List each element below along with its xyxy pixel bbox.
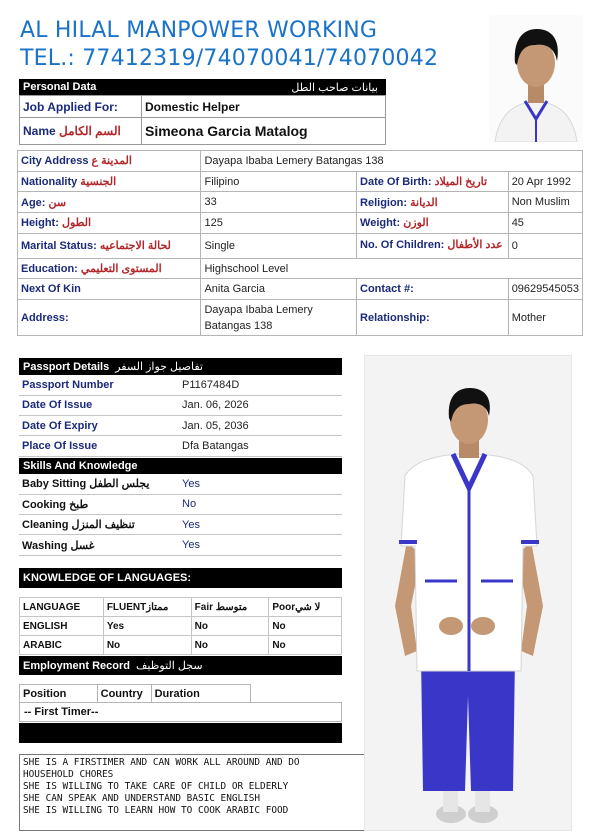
issue-place-value: Dfa Batangas — [179, 436, 342, 456]
portrait-photo — [489, 15, 583, 142]
skill-washing-ar: غسل — [70, 539, 95, 552]
marital-label-ar: لحالة الاجتماعيه — [99, 240, 171, 253]
skills-table — [19, 474, 342, 556]
religion-label-ar: الديانة — [410, 196, 438, 209]
marital-value: Single — [201, 233, 357, 258]
passport-title-ar: تفاصيل جواز السفر — [115, 361, 203, 373]
nationality-value: Filipino — [201, 171, 357, 192]
lang-arabic-fluent: No — [103, 636, 191, 655]
skills-header: Skills And Knowledge — [19, 458, 342, 474]
education-value: Highschool Level — [201, 258, 583, 279]
kin-label: Next Of Kin — [18, 279, 201, 300]
passport-number-label: Passport Number — [19, 375, 179, 395]
skill-baby-sitting-value: Yes — [179, 474, 342, 494]
lang-col-poor: Poorلا شي — [269, 598, 342, 617]
issue-place-label: Place Of Issue — [19, 436, 179, 456]
remark-line: SHE CAN SPEAK AND UNDERSTAND BASIC ENGLISH — [23, 793, 261, 804]
address-label: Address: — [18, 300, 201, 336]
dob-value: 20 Apr 1992 — [508, 171, 582, 192]
issue-date-label: Date Of Issue — [19, 395, 179, 415]
job-label: Job Applied For: — [20, 96, 142, 118]
skill-cleaning-en: Cleaning — [22, 519, 69, 532]
employment-table — [19, 684, 251, 703]
employment-title-ar: سجل التوظيف — [135, 660, 203, 672]
weight-label: Weight: — [360, 217, 401, 230]
weight-value: 45 — [508, 213, 582, 234]
agency-phone: TEL.: 77412319/74070041/74070042 — [20, 46, 439, 71]
education-label: Education: — [21, 263, 78, 276]
name-label-en: Name — [23, 124, 56, 138]
nationality-label-cell — [18, 171, 201, 192]
skill-cleaning-label — [19, 515, 179, 535]
name-label-ar: السم الكامل — [59, 124, 121, 138]
passport-header — [19, 358, 342, 375]
personal-details-table — [17, 150, 583, 336]
marital-label: Marital Status: — [21, 240, 97, 253]
skill-baby-sitting-en: Baby Sitting — [22, 478, 87, 491]
skill-washing-label — [19, 535, 179, 555]
skill-cooking-value: No — [179, 494, 342, 514]
city-label-cell — [18, 151, 201, 172]
religion-label: Religion: — [360, 196, 408, 209]
skill-cooking-label — [19, 494, 179, 514]
expiry-date-label: Date Of Expiry — [19, 416, 179, 436]
kin-value: Anita Garcia — [201, 279, 357, 300]
skill-cleaning-value: Yes — [179, 515, 342, 535]
agency-name: AL HILAL MANPOWER WORKING — [20, 18, 378, 43]
height-label-cell — [18, 213, 201, 234]
skill-cooking-ar: طبخ — [69, 498, 89, 511]
lang-col-fair: Fair متوسط — [191, 598, 269, 617]
skill-washing-value: Yes — [179, 535, 342, 555]
remark-line: HOUSEHOLD CHORES — [23, 769, 114, 780]
passport-number-value: P1167484D — [179, 375, 342, 395]
lang-english-name: ENGLISH — [20, 617, 104, 636]
remark-line: SHE IS WILLING TO LEARN HOW TO COOK ARABIC FOOD — [23, 805, 289, 816]
children-label-cell — [357, 233, 509, 258]
first-timer-row: -- First Timer-- — [19, 702, 342, 722]
remark-line: SHE IS A FIRSTIMER AND CAN WORK ALL AROUND AND DO — [23, 757, 300, 768]
lang-english-poor: No — [269, 617, 342, 636]
age-label: Age: — [21, 196, 46, 209]
address-value — [201, 300, 357, 336]
children-label: No. Of Children: — [360, 239, 445, 252]
languages-header: KNOWLEDGE OF LANGUAGES: — [19, 568, 342, 588]
personal-data-title: Personal Data — [23, 81, 97, 93]
job-name-table — [19, 95, 386, 145]
remark-line: SHE IS WILLING TO TAKE CARE OF CHILD OR ELDERLY — [23, 781, 289, 792]
languages-table — [19, 597, 342, 655]
weight-label-cell — [357, 213, 509, 234]
personal-data-title-ar: بيانات صاحب الطل — [291, 81, 378, 94]
religion-label-cell — [357, 192, 509, 213]
skill-washing-en: Washing — [22, 539, 68, 552]
children-label-ar: عدد الأطفال — [447, 239, 503, 252]
dob-label: Date Of Birth: — [360, 176, 432, 189]
city-label: City Address — [21, 155, 89, 168]
height-label: Height: — [21, 217, 59, 230]
employment-header — [19, 656, 342, 675]
name-value: Simeona Garcia Matalog — [142, 118, 386, 145]
religion-value: Non Muslim — [508, 192, 582, 213]
name-label — [20, 118, 142, 145]
full-body-photo — [364, 355, 572, 831]
lang-arabic-name: ARABIC — [20, 636, 104, 655]
lang-english-fair: No — [191, 617, 269, 636]
relationship-label: Relationship: — [357, 300, 509, 336]
nationality-label-ar: الجنسية — [80, 176, 117, 189]
lang-col-language: LANGUAGE — [20, 598, 104, 617]
emp-col-duration: Duration — [151, 685, 250, 703]
education-label-cell — [18, 258, 201, 279]
age-value: 33 — [201, 192, 357, 213]
address-line2: Batangas 138 — [204, 319, 273, 332]
lang-arabic-poor: No — [269, 636, 342, 655]
skill-baby-sitting-label — [19, 474, 179, 494]
job-value: Domestic Helper — [142, 96, 386, 118]
height-value: 125 — [201, 213, 357, 234]
lang-arabic-fair: No — [191, 636, 269, 655]
skill-baby-sitting-ar: يجلس الطفل — [89, 478, 150, 491]
height-label-ar: الطول — [61, 217, 92, 230]
personal-data-header — [19, 79, 386, 95]
education-label-ar: المستوى التعليمي — [80, 263, 162, 276]
passport-title: Passport Details — [23, 360, 110, 373]
age-label-cell — [18, 192, 201, 213]
remarks-box — [19, 754, 369, 831]
contact-label: Contact #: — [357, 279, 509, 300]
skill-cleaning-ar: تنظيف المنزل — [71, 519, 135, 532]
lang-english-fluent: Yes — [103, 617, 191, 636]
emp-col-position: Position — [20, 685, 98, 703]
marital-label-cell — [18, 233, 201, 258]
emp-col-country: Country — [97, 685, 151, 703]
lang-col-fluent: FLUENTممتاز — [103, 598, 191, 617]
issue-date-value: Jan. 06, 2026 — [179, 395, 342, 415]
weight-label-ar: الوزن — [403, 217, 429, 230]
age-label-ar: سن — [48, 196, 67, 209]
contact-value: 09629545053 — [508, 279, 582, 300]
nationality-label: Nationality — [21, 176, 78, 189]
dob-label-cell — [357, 171, 509, 192]
children-value: 0 — [508, 233, 582, 258]
employment-title: Employment Record — [23, 659, 130, 672]
passport-table — [19, 375, 342, 457]
relationship-value: Mother — [508, 300, 582, 336]
city-value: Dayapa Ibaba Lemery Batangas 138 — [201, 151, 583, 172]
black-separator-bar — [19, 723, 342, 743]
city-label-ar: المدينة ع — [91, 155, 132, 168]
dob-label-ar: تاريخ الميلاد — [434, 176, 488, 189]
skill-cooking-en: Cooking — [22, 498, 66, 511]
address-line1: Dayapa Ibaba Lemery — [204, 303, 313, 316]
expiry-date-value: Jan. 05, 2036 — [179, 416, 342, 436]
